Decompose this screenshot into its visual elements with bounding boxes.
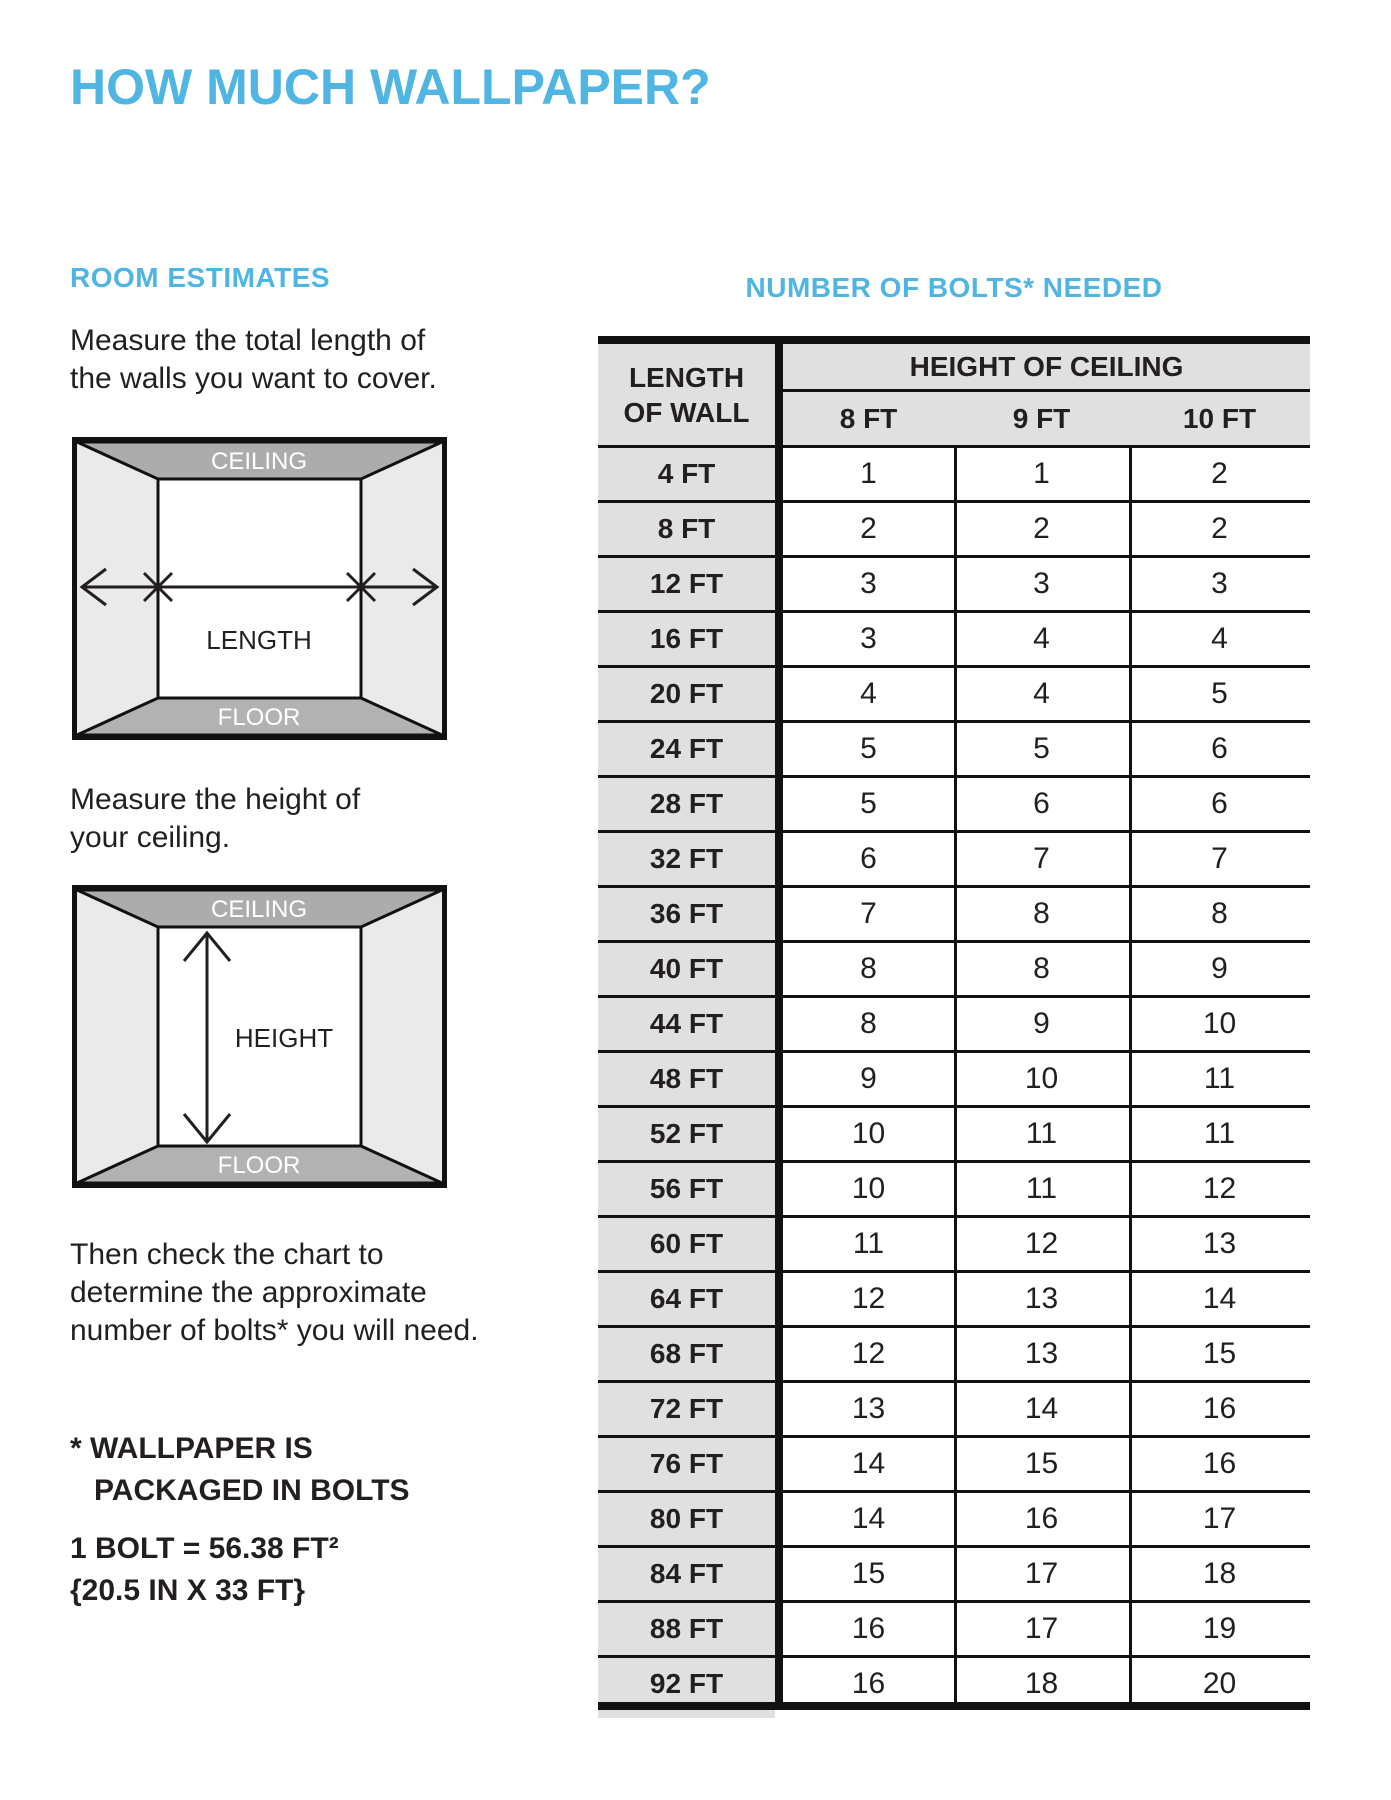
row-label: 24 FT (598, 723, 775, 775)
paragraph-line: Measure the total length of (70, 324, 426, 357)
row-label: 36 FT (598, 888, 775, 940)
room-estimates-heading: ROOM ESTIMATES (70, 262, 331, 293)
bolt-count-cell: 7 (783, 888, 954, 940)
bolt-count-cell: 7 (954, 833, 1129, 885)
bolt-count-cell: 8 (954, 943, 1129, 995)
bolt-count-cell: 13 (954, 1273, 1129, 1325)
bolt-count-cell: 19 (1129, 1603, 1310, 1655)
bolt-count-cell: 4 (954, 668, 1129, 720)
check-chart-paragraph (70, 1236, 479, 1350)
bolt-spec (70, 1528, 339, 1612)
floor-label: FLOOR (217, 704, 301, 731)
bolt-count-cell: 17 (1129, 1493, 1310, 1545)
row-label: 8 FT (598, 503, 775, 555)
bolt-spec-line: 1 BOLT = 56.38 FT² (70, 1532, 339, 1565)
bolt-count-cell: 14 (783, 1493, 954, 1545)
table-top-border (598, 336, 1310, 344)
measure-length-paragraph (70, 322, 437, 398)
bolt-count-cell: 16 (954, 1493, 1129, 1545)
bolt-count-cell: 11 (1129, 1108, 1310, 1160)
bolt-count-cell: 2 (954, 503, 1129, 555)
measure-height-paragraph (70, 781, 360, 857)
bolts-table-heading: NUMBER OF BOLTS* NEEDED (745, 272, 1163, 303)
row-label: 56 FT (598, 1163, 775, 1215)
row-label: 52 FT (598, 1108, 775, 1160)
bolt-count-cell: 15 (954, 1438, 1129, 1490)
column-headers (783, 392, 1310, 448)
bolt-count-cell: 12 (783, 1328, 954, 1380)
footnote-line: PACKAGED IN BOLTS (94, 1474, 410, 1507)
bolt-count-cell: 16 (783, 1603, 954, 1655)
bolt-count-cell: 1 (954, 448, 1129, 500)
bolt-count-cell: 16 (1129, 1438, 1310, 1490)
bolt-count-cell: 9 (954, 998, 1129, 1050)
column-divider (1129, 448, 1132, 1710)
bolt-count-cell: 11 (954, 1163, 1129, 1215)
bolt-count-cell: 8 (783, 998, 954, 1050)
bolt-count-cell: 16 (783, 1658, 954, 1710)
bolt-count-cell: 17 (954, 1548, 1129, 1600)
bolt-count-cell: 8 (1129, 888, 1310, 940)
height-label: HEIGHT (234, 1023, 334, 1053)
bolt-count-cell: 13 (783, 1383, 954, 1435)
bolt-count-cell: 14 (1129, 1273, 1310, 1325)
page-title: HOW MUCH WALLPAPER? (70, 59, 711, 115)
bolt-count-cell: 11 (1129, 1053, 1310, 1105)
bolt-count-cell: 2 (1129, 503, 1310, 555)
bolt-count-cell: 3 (783, 613, 954, 665)
bolt-count-cell: 17 (954, 1603, 1129, 1655)
row-header-line: OF WALL (623, 396, 750, 428)
bolt-count-cell: 10 (954, 1053, 1129, 1105)
row-label: 80 FT (598, 1493, 775, 1545)
bolt-count-cell: 3 (783, 558, 954, 610)
column-divider (954, 448, 957, 1710)
row-label: 76 FT (598, 1438, 775, 1490)
paragraph-line: number of bolts* you will need. (70, 1314, 479, 1347)
bolt-count-cell: 12 (954, 1218, 1129, 1270)
row-label: 92 FT (598, 1658, 775, 1710)
bolt-count-cell: 12 (783, 1273, 954, 1325)
bolt-count-cell: 5 (954, 723, 1129, 775)
wallpaper-footnote (70, 1428, 410, 1512)
bolt-count-cell: 3 (1129, 558, 1310, 610)
footnote-line: * WALLPAPER IS (70, 1432, 313, 1465)
bolt-count-cell: 16 (1129, 1383, 1310, 1435)
row-label: 72 FT (598, 1383, 775, 1435)
bolt-count-cell: 6 (954, 778, 1129, 830)
bolt-count-cell: 8 (783, 943, 954, 995)
bolt-count-cell: 18 (954, 1658, 1129, 1710)
bolt-count-cell: 7 (1129, 833, 1310, 885)
paragraph-line: determine the approximate (70, 1276, 427, 1309)
bolt-count-cell: 5 (783, 723, 954, 775)
bolt-count-cell: 2 (1129, 448, 1310, 500)
room-length-diagram (72, 437, 447, 740)
row-label: 44 FT (598, 998, 775, 1050)
bolt-count-cell: 5 (1129, 668, 1310, 720)
row-header-line: LENGTH (628, 361, 745, 393)
column-header-9ft: 9 FT (1012, 402, 1071, 434)
ceiling-label: CEILING (210, 896, 308, 923)
row-label: 48 FT (598, 1053, 775, 1105)
bolt-count-cell: 15 (1129, 1328, 1310, 1380)
group-header-height-of-ceiling: HEIGHT OF CEILING (783, 344, 1310, 392)
bolts-table (598, 336, 1310, 1718)
bolt-count-cell: 11 (954, 1108, 1129, 1160)
column-header-8ft: 8 FT (839, 402, 898, 434)
bolt-count-cell: 11 (783, 1218, 954, 1270)
bolt-count-cell: 6 (783, 833, 954, 885)
row-label: 84 FT (598, 1548, 775, 1600)
row-label: 64 FT (598, 1273, 775, 1325)
label-column-tail (598, 1710, 775, 1718)
room-height-diagram (72, 885, 447, 1188)
row-label: 12 FT (598, 558, 775, 610)
bolt-count-cell: 10 (1129, 998, 1310, 1050)
row-label: 88 FT (598, 1603, 775, 1655)
bolt-count-cell: 4 (1129, 613, 1310, 665)
row-label: 28 FT (598, 778, 775, 830)
row-label: 40 FT (598, 943, 775, 995)
bolt-count-cell: 14 (783, 1438, 954, 1490)
bolt-count-cell: 20 (1129, 1658, 1310, 1710)
floor-label: FLOOR (217, 1152, 301, 1179)
bolt-spec-line: {20.5 IN X 33 FT} (70, 1574, 306, 1607)
bolt-count-cell: 6 (1129, 723, 1310, 775)
bolt-count-cell: 8 (954, 888, 1129, 940)
ceiling-label: CEILING (210, 448, 308, 475)
bolt-count-cell: 10 (783, 1108, 954, 1160)
row-label: 60 FT (598, 1218, 775, 1270)
row-label: 68 FT (598, 1328, 775, 1380)
bolt-count-cell: 3 (954, 558, 1129, 610)
bolt-count-cell: 13 (1129, 1218, 1310, 1270)
bolt-count-cell: 6 (1129, 778, 1310, 830)
ceiling-header-block (783, 344, 1310, 448)
bolt-count-cell: 13 (954, 1328, 1129, 1380)
paragraph-line: Then check the chart to (70, 1238, 384, 1271)
bolt-count-cell: 2 (783, 503, 954, 555)
bolt-count-cell: 15 (783, 1548, 954, 1600)
row-label: 4 FT (598, 448, 775, 500)
bolt-count-cell: 12 (1129, 1163, 1310, 1215)
bolt-count-cell: 4 (954, 613, 1129, 665)
bolt-count-cell: 14 (954, 1383, 1129, 1435)
bolt-count-cell: 5 (783, 778, 954, 830)
paragraph-line: Measure the height of (70, 783, 361, 816)
paragraph-line: the walls you want to cover. (70, 362, 437, 395)
row-header-length-of-wall (598, 344, 775, 448)
row-label: 16 FT (598, 613, 775, 665)
table-header (598, 344, 1310, 448)
length-label: LENGTH (206, 625, 312, 655)
label-column-divider (775, 336, 783, 1710)
bolt-count-cell: 9 (783, 1053, 954, 1105)
row-label: 20 FT (598, 668, 775, 720)
paragraph-line: your ceiling. (70, 821, 231, 854)
column-header-10ft: 10 FT (1182, 402, 1257, 434)
bolt-count-cell: 4 (783, 668, 954, 720)
bolt-count-cell: 10 (783, 1163, 954, 1215)
bolt-count-cell: 1 (783, 448, 954, 500)
bolt-count-cell: 9 (1129, 943, 1310, 995)
row-label: 32 FT (598, 833, 775, 885)
bolt-count-cell: 18 (1129, 1548, 1310, 1600)
table-bottom-border (598, 1702, 1310, 1710)
